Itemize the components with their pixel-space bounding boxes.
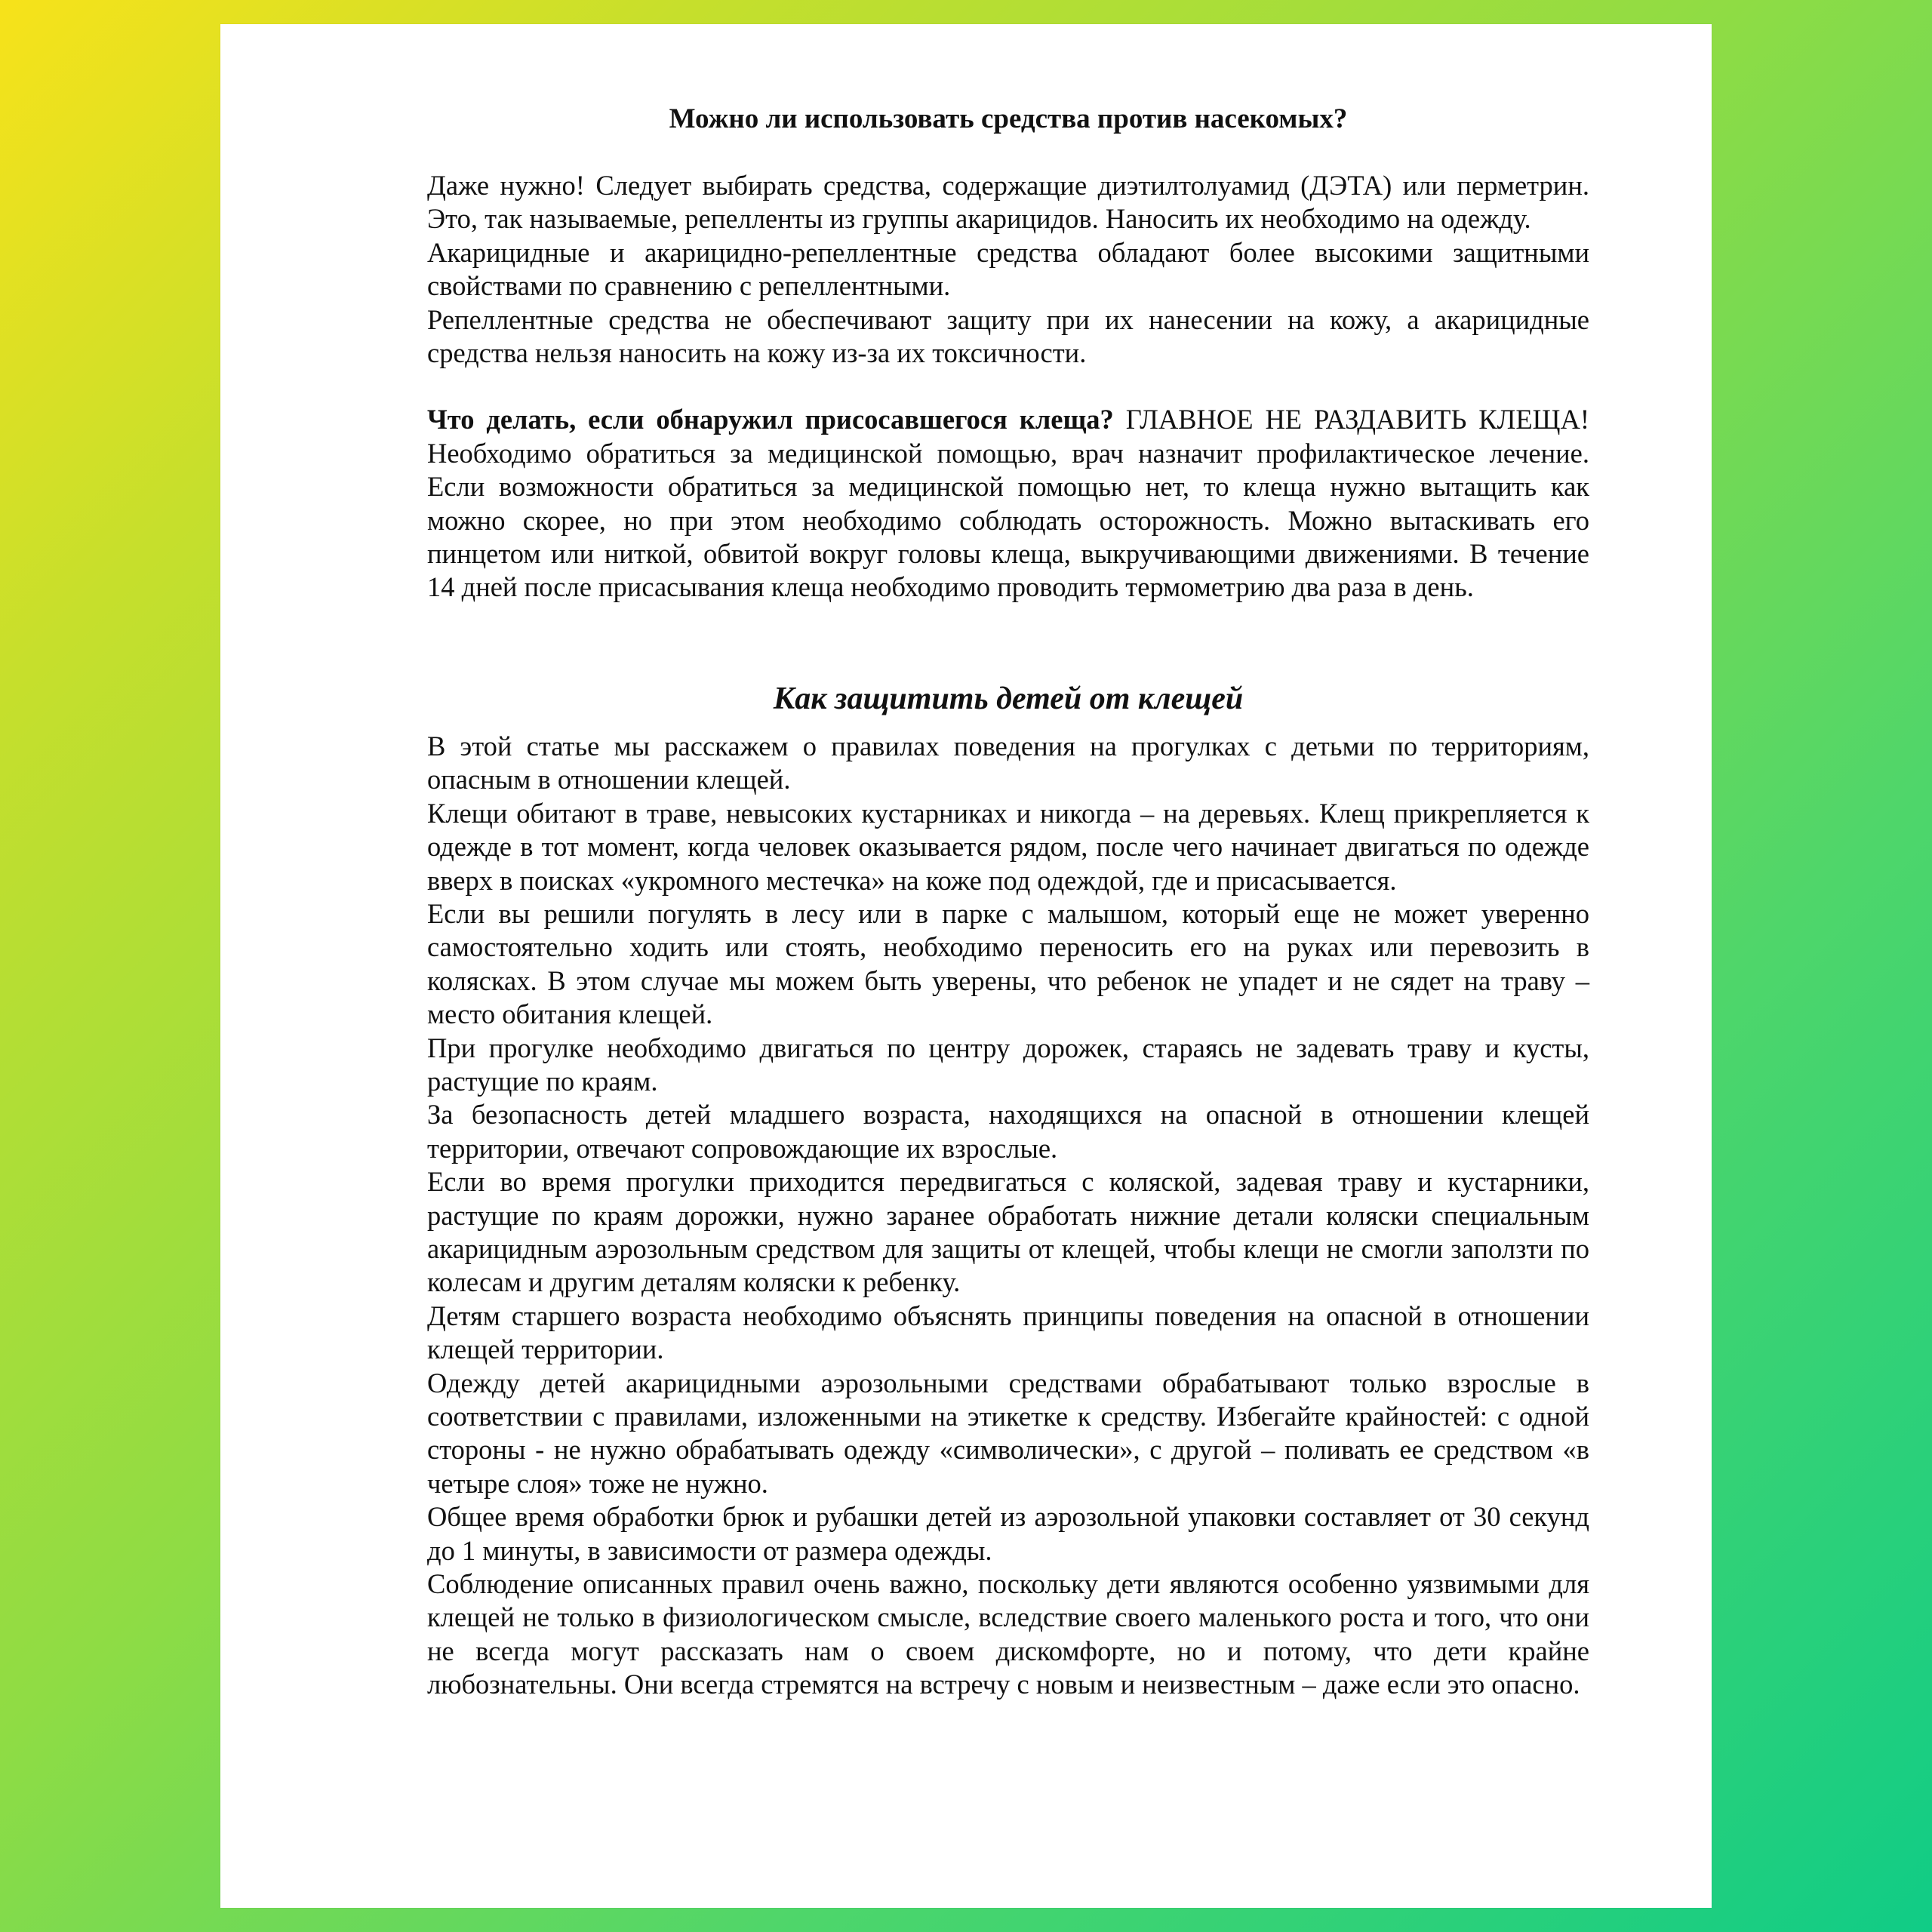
paragraph: Даже нужно! Следует выбирать средства, содержащие диэтилтолуамид (ДЭТА) или перметрин. Это, так называемые, репелленты из группы акарицидов. Наносить их необходимо на одежду. <box>427 170 1589 235</box>
spacer <box>427 370 1589 403</box>
document-content <box>427 103 1589 1702</box>
tick-removal-text: ГЛАВНОЕ НЕ РАЗДАВИТЬ КЛЕЩА! Необходимо обратиться за медицинской помощью, врач назначит профилактическое лечение. Если возможности обратиться за медицинской помощью нет, то клеща нужно вытащить как можно скорее, но при этом необходимо соблюдать осторожность. Можно вытаскивать его пинцетом или ниткой, обвитой вокруг головы клеща, выкручивающими движениями. В течение 14 дней после присасывания клеща необходимо проводить термометрию два раза в день. <box>427 404 1589 603</box>
paragraph: Если во время прогулки приходится передвигаться с коляской, задевая траву и кустарники, растущие по краям дорожки, нужно заранее обработать нижние детали коляски специальным акарицидным аэрозольным средством для защиты от клещей, чтобы клещи не смогли заползти по колесам и другим деталям коляски к ребенку. <box>427 1166 1589 1298</box>
spacer <box>427 605 1589 680</box>
paragraph: За безопасность детей младшего возраста, находящихся на опасной в отношении клещей территории, отвечают сопровождающие их взрослые. <box>427 1099 1589 1164</box>
paragraph: Акарицидные и акарицидно-репеллентные средства обладают более высокими защитными свойствами по сравнению с репеллентными. <box>427 236 1589 302</box>
paragraph: При прогулке необходимо двигаться по центру дорожек, стараясь не задевать траву и кусты, растущие по краям. <box>427 1032 1589 1097</box>
paragraph: Если вы решили погулять в лесу или в парке с малышом, который еще не может уверенно самостоятельно ходить или стоять, необходимо переносить его на руках или перевозить в колясках. В этом случае мы можем быть уверены, что ребенок не упадет и не сядет на траву – место обитания клещей. <box>427 897 1589 1030</box>
paragraph: В этой статье мы расскажем о правилах поведения на прогулках с детьми по территориям, опасным в отношении клещей. <box>427 730 1589 795</box>
paragraph: Клещи обитают в траве, невысоких кустарниках и никогда – на деревьях. Клещ прикрепляется к одежде в тот момент, когда человек оказывается рядом, после чего начинает двигаться по одежде вверх в поисках «укромного местечка» на коже под одеждой, где и присасывается. <box>427 797 1589 896</box>
paragraph: Репеллентные средства не обеспечивают защиту при их нанесении на кожу, а акарицидные средства нельзя наносить на кожу из-за их токсичности. <box>427 303 1589 369</box>
paragraph: Одежду детей акарицидными аэрозольными средствами обрабатывают только взрослые в соответствии с правилами, изложенными на этикетке к средству. Избегайте крайностей: с одной стороны - не нужно обрабатывать одежду «символически», с другой – поливать ее средством «в четыре слоя» тоже не нужно. <box>427 1367 1589 1499</box>
paragraph: Общее время обработки брюк и рубашки детей из аэрозольной упаковки составляет от 30 секунд до 1 минуты, в зависимости от размера одежды. <box>427 1501 1589 1566</box>
child-protection-heading: Как защитить детей от клещей <box>773 681 1244 716</box>
document-page <box>220 24 1712 1908</box>
tick-removal-paragraph <box>427 403 1589 604</box>
tick-removal-question: Что делать, если обнаружил присосавшегося клеща? <box>427 404 1114 435</box>
paragraph: Детям старшего возраста необходимо объяснять принципы поведения на опасной в отношении клещей территории. <box>427 1300 1589 1365</box>
paragraph: Соблюдение описанных правил очень важно, поскольку дети являются особенно уязвимыми для клещей не только в физиологическом смысле, вследствие своего маленького роста и того, что они не всегда могут рассказать нам о своем дискомфорте, но и потому, что дети крайне любознательны. Они всегда стремятся на встречу с новым и неизвестным – даже если это опасно. <box>427 1568 1589 1700</box>
insect-repellent-heading: Можно ли использовать средства против насекомых? <box>669 103 1348 134</box>
